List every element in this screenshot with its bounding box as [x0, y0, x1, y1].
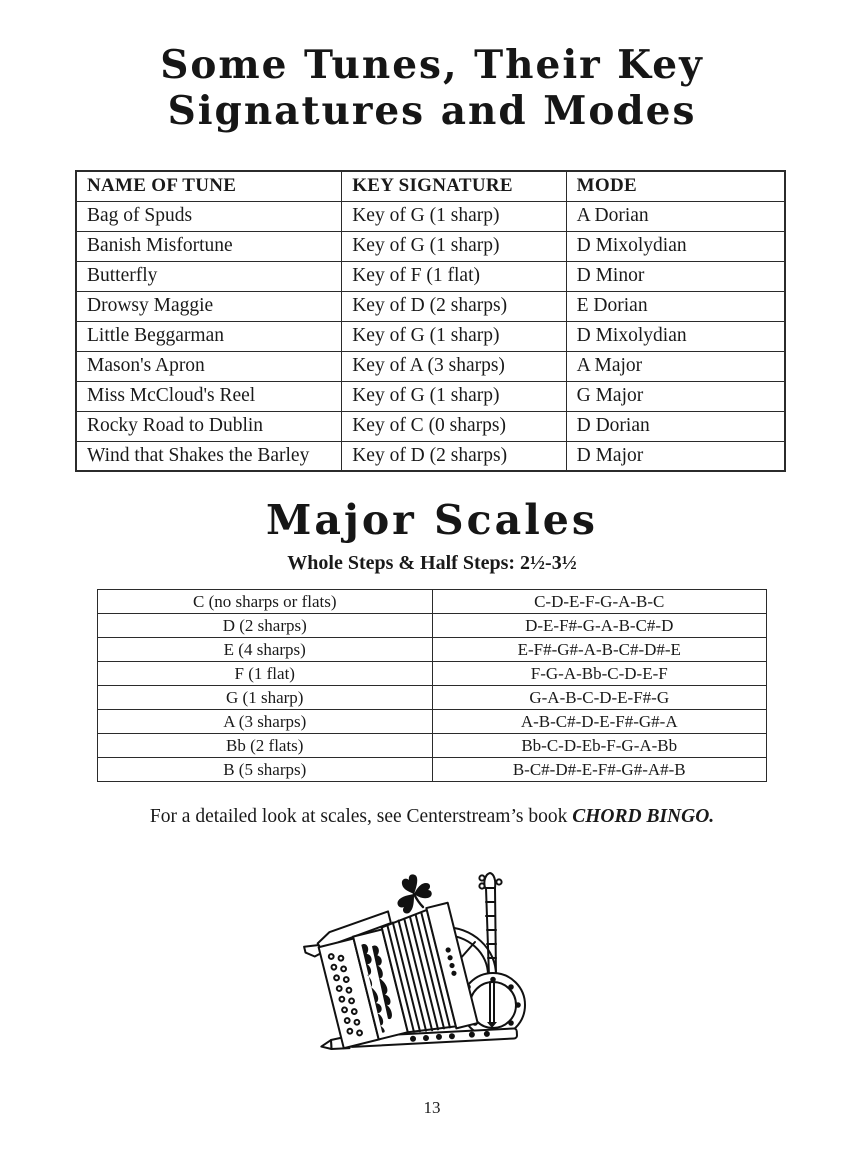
page-title	[0, 0, 864, 134]
tune-mode: E Dorian	[566, 291, 785, 321]
scale-key: B (5 sharps)	[98, 758, 433, 782]
table-row	[98, 758, 767, 782]
tune-mode: D Dorian	[566, 411, 785, 441]
tune-key: Key of D (2 sharps)	[342, 291, 566, 321]
scale-notes: Bb-C-D-Eb-F-G-A-Bb	[432, 734, 767, 758]
tune-mode: D Mixolydian	[566, 231, 785, 261]
scale-notes: D-E-F#-G-A-B-C#-D	[432, 614, 767, 638]
table-row	[76, 381, 785, 411]
scale-key: E (4 sharps)	[98, 638, 433, 662]
table-row	[98, 590, 767, 614]
footer-note-text: For a detailed look at scales, see Centerstream’s book	[149, 806, 573, 828]
scale-notes: G-A-B-C-D-E-F#-G	[432, 686, 767, 710]
tune-key: Key of D (2 sharps)	[342, 441, 566, 471]
tune-mode: G Major	[566, 381, 785, 411]
tune-name: Wind that Shakes the Barley	[76, 441, 342, 471]
tunes-header-mode: MODE	[566, 171, 785, 201]
tune-key: Key of G (1 sharp)	[342, 231, 566, 261]
tunes-table-header-row	[76, 171, 785, 201]
tune-key: Key of G (1 sharp)	[342, 321, 566, 351]
table-row	[98, 614, 767, 638]
tune-name: Miss McCloud's Reel	[76, 381, 342, 411]
tunes-header-key: KEY SIGNATURE	[342, 171, 566, 201]
tune-mode: D Minor	[566, 261, 785, 291]
page-number: 13	[423, 1098, 441, 1117]
scales-table	[97, 589, 767, 782]
tune-name: Drowsy Maggie	[76, 291, 342, 321]
table-row	[76, 261, 785, 291]
scales-heading: Major Scales	[266, 496, 598, 545]
tune-key: Key of C (0 sharps)	[342, 411, 566, 441]
scale-key: G (1 sharp)	[98, 686, 433, 710]
tunes-header-name: NAME OF TUNE	[76, 171, 342, 201]
tune-key: Key of G (1 sharp)	[342, 381, 566, 411]
tunes-table	[75, 170, 786, 472]
tune-mode: D Major	[566, 441, 785, 471]
instruments-drawing	[287, 870, 577, 1066]
footer-note	[0, 806, 864, 828]
table-row	[98, 686, 767, 710]
scale-notes: A-B-C#-D-E-F#-G#-A	[432, 710, 767, 734]
scale-key: F (1 flat)	[98, 662, 433, 686]
scale-key: A (3 sharps)	[98, 710, 433, 734]
table-row	[76, 291, 785, 321]
tune-name: Butterfly	[76, 261, 342, 291]
tune-mode: A Major	[566, 351, 785, 381]
table-row	[76, 201, 785, 231]
table-row	[76, 441, 785, 471]
tune-name: Mason's Apron	[76, 351, 342, 381]
tune-key: Key of F (1 flat)	[342, 261, 566, 291]
scale-key: C (no sharps or flats)	[98, 590, 433, 614]
tune-key: Key of A (3 sharps)	[342, 351, 566, 381]
scales-subtitle: Whole Steps & Half Steps: 2½-3½	[287, 552, 577, 575]
scale-notes: C-D-E-F-G-A-B-C	[432, 590, 767, 614]
page-title-line1: Some Tunes, Their Key	[160, 42, 704, 88]
tune-key: Key of G (1 sharp)	[342, 201, 566, 231]
tune-mode: A Dorian	[566, 201, 785, 231]
scale-key: Bb (2 flats)	[98, 734, 433, 758]
tune-name: Bag of Spuds	[76, 201, 342, 231]
table-row	[98, 710, 767, 734]
irish-instruments-illustration	[0, 870, 864, 1071]
scale-notes: B-C#-D#-E-F#-G#-A#-B	[432, 758, 767, 782]
table-row	[98, 638, 767, 662]
scale-notes: F-G-A-Bb-C-D-E-F	[432, 662, 767, 686]
tune-name: Banish Misfortune	[76, 231, 342, 261]
table-row	[76, 411, 785, 441]
table-row	[98, 734, 767, 758]
page-title-line2: Signatures and Modes	[167, 88, 697, 135]
scale-key: D (2 sharps)	[98, 614, 433, 638]
book-title: CHORD BINGO.	[572, 806, 715, 828]
table-row	[76, 321, 785, 351]
tune-mode: D Mixolydian	[566, 321, 785, 351]
tune-name: Little Beggarman	[76, 321, 342, 351]
table-row	[76, 351, 785, 381]
tune-name: Rocky Road to Dublin	[76, 411, 342, 441]
table-row	[98, 662, 767, 686]
scale-notes: E-F#-G#-A-B-C#-D#-E	[432, 638, 767, 662]
table-row	[76, 231, 785, 261]
